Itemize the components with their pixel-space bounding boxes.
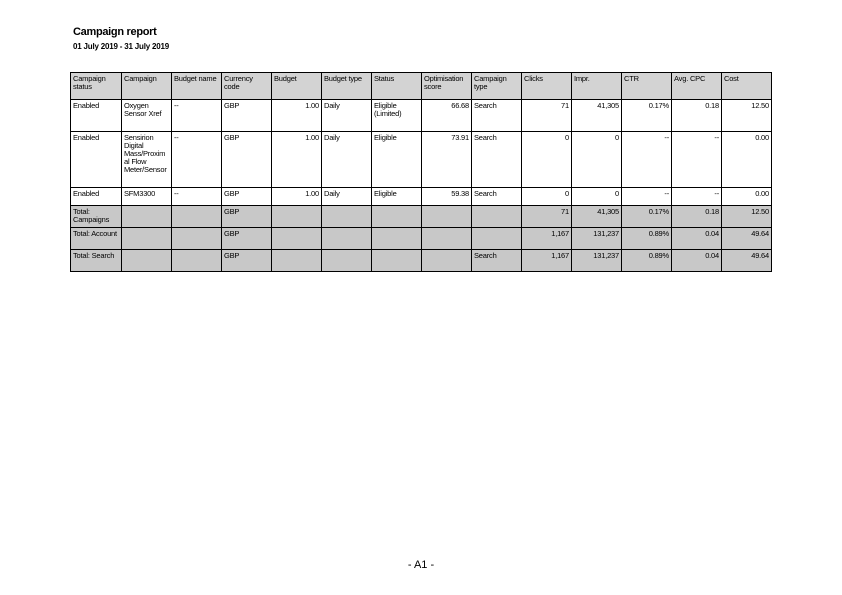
total-row xyxy=(71,228,772,250)
cell-impr: 0 xyxy=(572,132,622,188)
cell-campaign: Sensirion Digital Mass/Proximal Flow Meter/Sensor xyxy=(122,132,172,188)
cell-optimisation-score: 73.91 xyxy=(422,132,472,188)
column-header: Impr. xyxy=(572,73,622,100)
cell-avg-cpc: -- xyxy=(672,188,722,206)
empty-cell xyxy=(272,250,322,272)
total-impr: 41,305 xyxy=(572,206,622,228)
cell-currency-code: GBP xyxy=(222,188,272,206)
total-campaign-type xyxy=(472,228,522,250)
total-clicks: 71 xyxy=(522,206,572,228)
cell-optimisation-score: 66.68 xyxy=(422,100,472,132)
cell-campaign-status: Enabled xyxy=(71,188,122,206)
empty-cell xyxy=(122,206,172,228)
cell-clicks: 0 xyxy=(522,132,572,188)
empty-cell xyxy=(422,250,472,272)
empty-cell xyxy=(122,228,172,250)
cell-status: Eligible xyxy=(372,132,422,188)
cell-impr: 0 xyxy=(572,188,622,206)
total-cost: 49.64 xyxy=(722,250,772,272)
total-clicks: 1,167 xyxy=(522,250,572,272)
empty-cell xyxy=(422,228,472,250)
total-avg-cpc: 0.04 xyxy=(672,250,722,272)
total-cost: 49.64 xyxy=(722,228,772,250)
table-row xyxy=(71,100,772,132)
total-campaign-type xyxy=(472,206,522,228)
empty-cell xyxy=(422,206,472,228)
table-header-row xyxy=(71,73,772,100)
column-header: Campaign type xyxy=(472,73,522,100)
cell-impr: 41,305 xyxy=(572,100,622,132)
total-currency-code: GBP xyxy=(222,206,272,228)
total-impr: 131,237 xyxy=(572,228,622,250)
column-header: Avg. CPC xyxy=(672,73,722,100)
cell-cost: 0.00 xyxy=(722,132,772,188)
total-row xyxy=(71,206,772,228)
empty-cell xyxy=(272,206,322,228)
cell-budget-type: Daily xyxy=(322,100,372,132)
empty-cell xyxy=(122,250,172,272)
cell-clicks: 71 xyxy=(522,100,572,132)
cell-budget: 1.00 xyxy=(272,188,322,206)
total-label: Total: Search xyxy=(71,250,122,272)
cell-cost: 12.50 xyxy=(722,100,772,132)
page-number: - A1 - xyxy=(407,559,435,571)
cell-budget-name: -- xyxy=(172,188,222,206)
total-clicks: 1,167 xyxy=(522,228,572,250)
column-header: Campaign xyxy=(122,73,172,100)
total-label: Total: Account xyxy=(71,228,122,250)
empty-cell xyxy=(172,206,222,228)
cell-ctr: -- xyxy=(622,188,672,206)
cell-ctr: 0.17% xyxy=(622,100,672,132)
total-campaign-type: Search xyxy=(472,250,522,272)
cell-budget: 1.00 xyxy=(272,132,322,188)
empty-cell xyxy=(172,250,222,272)
cell-avg-cpc: -- xyxy=(672,132,722,188)
empty-cell xyxy=(322,206,372,228)
cell-optimisation-score: 59.38 xyxy=(422,188,472,206)
cell-campaign-status: Enabled xyxy=(71,100,122,132)
cell-budget-type: Daily xyxy=(322,188,372,206)
table-row xyxy=(71,132,772,188)
report-date-range: 01 July 2019 - 31 July 2019 xyxy=(73,42,170,51)
cell-budget: 1.00 xyxy=(272,100,322,132)
total-row xyxy=(71,250,772,272)
cell-campaign-type: Search xyxy=(472,132,522,188)
total-currency-code: GBP xyxy=(222,228,272,250)
cell-budget-name: -- xyxy=(172,132,222,188)
cell-currency-code: GBP xyxy=(222,132,272,188)
table-row xyxy=(71,188,772,206)
cell-clicks: 0 xyxy=(522,188,572,206)
cell-campaign-type: Search xyxy=(472,100,522,132)
empty-cell xyxy=(272,228,322,250)
cell-ctr: -- xyxy=(622,132,672,188)
cell-budget-name: -- xyxy=(172,100,222,132)
empty-cell xyxy=(372,228,422,250)
cell-campaign: SFM3300 xyxy=(122,188,172,206)
column-header: Cost xyxy=(722,73,772,100)
empty-cell xyxy=(372,206,422,228)
cell-campaign-type: Search xyxy=(472,188,522,206)
column-header: CTR xyxy=(622,73,672,100)
total-avg-cpc: 0.18 xyxy=(672,206,722,228)
total-cost: 12.50 xyxy=(722,206,772,228)
cell-campaign: Oxygen Sensor Xref xyxy=(122,100,172,132)
empty-cell xyxy=(172,228,222,250)
column-header: Optimisation score xyxy=(422,73,472,100)
cell-status: Eligible (Limited) xyxy=(372,100,422,132)
empty-cell xyxy=(372,250,422,272)
report-title: Campaign report xyxy=(73,26,157,38)
column-header: Clicks xyxy=(522,73,572,100)
cell-campaign-status: Enabled xyxy=(71,132,122,188)
total-currency-code: GBP xyxy=(222,250,272,272)
column-header: Budget name xyxy=(172,73,222,100)
empty-cell xyxy=(322,228,372,250)
total-ctr: 0.17% xyxy=(622,206,672,228)
empty-cell xyxy=(322,250,372,272)
column-header: Status xyxy=(372,73,422,100)
cell-budget-type: Daily xyxy=(322,132,372,188)
column-header: Budget xyxy=(272,73,322,100)
total-ctr: 0.89% xyxy=(622,250,672,272)
cell-cost: 0.00 xyxy=(722,188,772,206)
column-header: Campaign status xyxy=(71,73,122,100)
cell-currency-code: GBP xyxy=(222,100,272,132)
campaign-table xyxy=(70,72,772,272)
total-ctr: 0.89% xyxy=(622,228,672,250)
column-header: Currency code xyxy=(222,73,272,100)
total-avg-cpc: 0.04 xyxy=(672,228,722,250)
cell-status: Eligible xyxy=(372,188,422,206)
cell-avg-cpc: 0.18 xyxy=(672,100,722,132)
total-label: Total: Campaigns xyxy=(71,206,122,228)
total-impr: 131,237 xyxy=(572,250,622,272)
column-header: Budget type xyxy=(322,73,372,100)
